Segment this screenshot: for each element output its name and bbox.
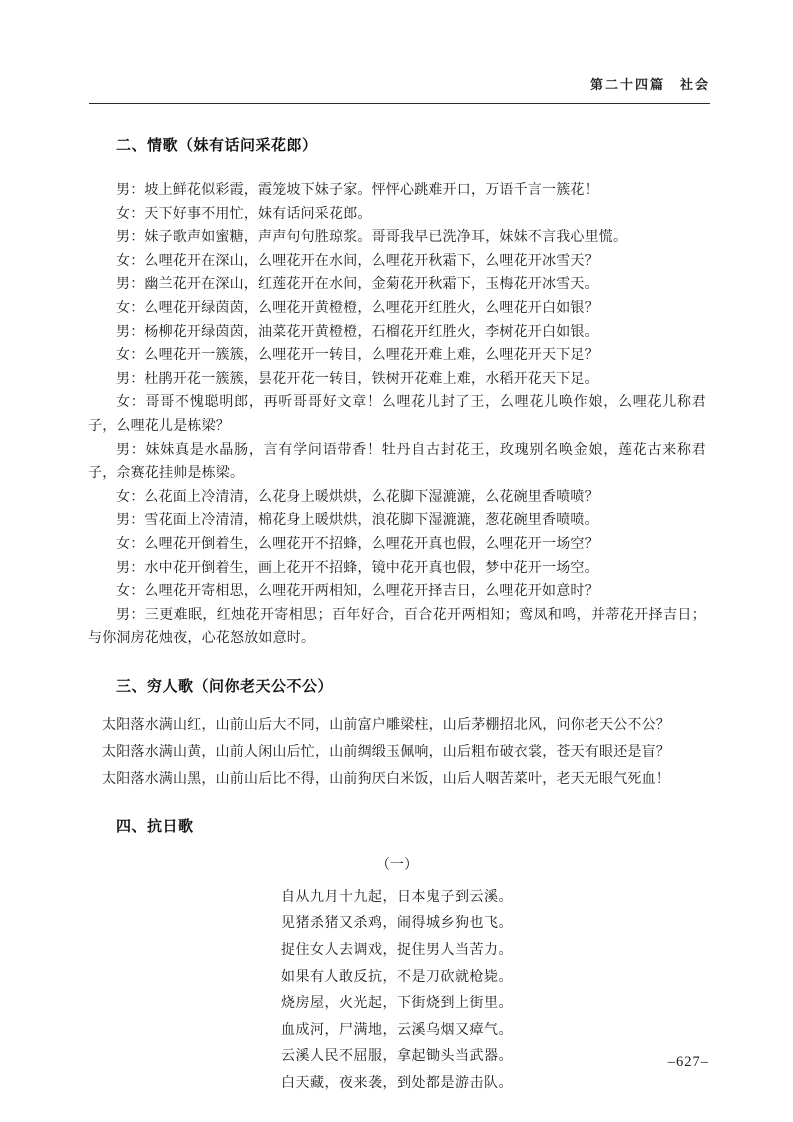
poem-line: 烧房屋，火光起，下街烧到上街里。 <box>281 996 513 1012</box>
part-label: （一） <box>376 857 418 873</box>
page-number: –627– <box>667 1054 709 1070</box>
song-line: 女：么哩花开在深山，么哩花开在水间，么哩花开秋霜下，么哩花开冰雪天？ <box>116 253 599 269</box>
song-line: 女：么哩花开绿茵茵，么哩花开黄橙橙，么哩花开红胜火，么哩花开白如银？ <box>116 300 599 316</box>
song-line: 女：么花面上冷清清，么花身上暖烘烘，么花脚下湿漉漉，么花碗里香喷喷？ <box>116 489 599 505</box>
song-line: 男：杜鹃开花一簇簇，昙花开花一转目，铁树开花难上难，水稻开花天下足。 <box>116 371 599 387</box>
poem-line: 捉住女人去调戏，捉住男人当苦力。 <box>281 943 513 959</box>
song-line: 女：哥哥不愧聪明郎，再听哥哥好文章！么哩花儿封了王，么哩花儿唤作娘，么哩花儿称君子，么哩花儿是栋梁？ <box>88 395 706 434</box>
song-line: 男：雪花面上冷清清，棉花身上暖烘烘，浪花脚下湿漉漉，葱花碗里香喷喷。 <box>116 513 599 529</box>
song-line: 男：坡上鲜花似彩霞，霞笼坡下妹子家。怦怦心跳难开口，万语千言一簇花！ <box>116 183 599 198</box>
section-love-song <box>88 134 706 651</box>
song-line: 女：天下好事不用忙，妹有话问采花郎。 <box>116 206 372 222</box>
poem-line: 血成河，尸满地，云溪乌烟又瘴气。 <box>281 1022 513 1038</box>
song-line: 男：水中花开倒着生，画上花开不招蜂，镜中花开真也假，梦中花开一场空。 <box>116 560 599 576</box>
poem-line: 白天藏，夜来袭，到处都是游击队。 <box>281 1076 513 1092</box>
poem-block <box>88 885 706 1098</box>
song-line: 女：么哩花开寄相思，么哩花开两相知，么哩花开择吉日，么哩花开如意时？ <box>116 584 599 600</box>
song-line: 太阳落水满山红，山前山后大不同，山前富户雕梁柱，山后茅棚招北风，问你老天公不公？ <box>102 717 670 733</box>
poem-line: 自从九月十九起，日本鬼子到云溪。 <box>281 889 513 905</box>
section-anti-japanese-song <box>88 815 706 1098</box>
song-line: 男：幽兰花开在深山，红莲花开在水间，金菊花开秋霜下，玉梅花开冰雪天。 <box>116 277 599 293</box>
poem-line: 云溪人民不屈服，拿起锄头当武器。 <box>281 1049 513 1065</box>
song-line: 女：么哩花开一簇簇，么哩花开一转目，么哩花开难上难，么哩花开天下足？ <box>116 348 599 364</box>
poem-line: 如果有人敢反抗，不是刀砍就枪毙。 <box>281 969 513 985</box>
song-line: 女：么哩花开倒着生，么哩花开不招蜂，么哩花开真也假，么哩花开一场空？ <box>116 536 599 552</box>
song-line: 太阳落水满山黄，山前人闲山后忙，山前绸缎玉佩响，山后粗布破衣裳，苍天有眼还是盲？ <box>102 744 670 760</box>
poem-line: 见猪杀猪又杀鸡，闹得城乡狗也飞。 <box>281 916 513 932</box>
running-header <box>89 74 710 104</box>
section-poor-mans-song <box>88 675 706 793</box>
section-heading-poor-mans-song: 三、穷人歌（问你老天公不公） <box>116 677 334 695</box>
page-body <box>88 134 706 1098</box>
song-line: 男：妹妹真是水晶肠，言有学问语带香！牡丹自古封花王，玫瑰别名唤金娘，莲花古来称君子，佘赛花挂帅是栋梁。 <box>88 442 706 482</box>
song-line: 男：三更难眠，红烛花开寄相思；百年好合，百合花开两相知；鸾凤和鸣，并蒂花开择吉日；与你洞房花烛夜，心花怒放如意时。 <box>88 607 706 647</box>
section-heading-love-song: 二、情歌（妹有话问采花郎） <box>116 137 318 154</box>
section-heading-anti-japanese-song: 四、抗日歌 <box>116 817 194 835</box>
song-line: 男：杨柳花开绿茵茵，油菜花开黄橙橙，石榴花开红胜火，李树花开白如银。 <box>116 324 599 340</box>
song-line: 男：妹子歌声如蜜糖，声声句句胜琼浆。哥哥我早已洗净耳，妹妹不言我心里慌。 <box>116 230 628 246</box>
song-line: 太阳落水满山黑，山前山后比不得，山前狗厌白米饭，山后人咽苦菜叶，老天无眼气死血！ <box>102 771 670 787</box>
chapter-title: 第二十四篇 社会 <box>589 77 710 92</box>
